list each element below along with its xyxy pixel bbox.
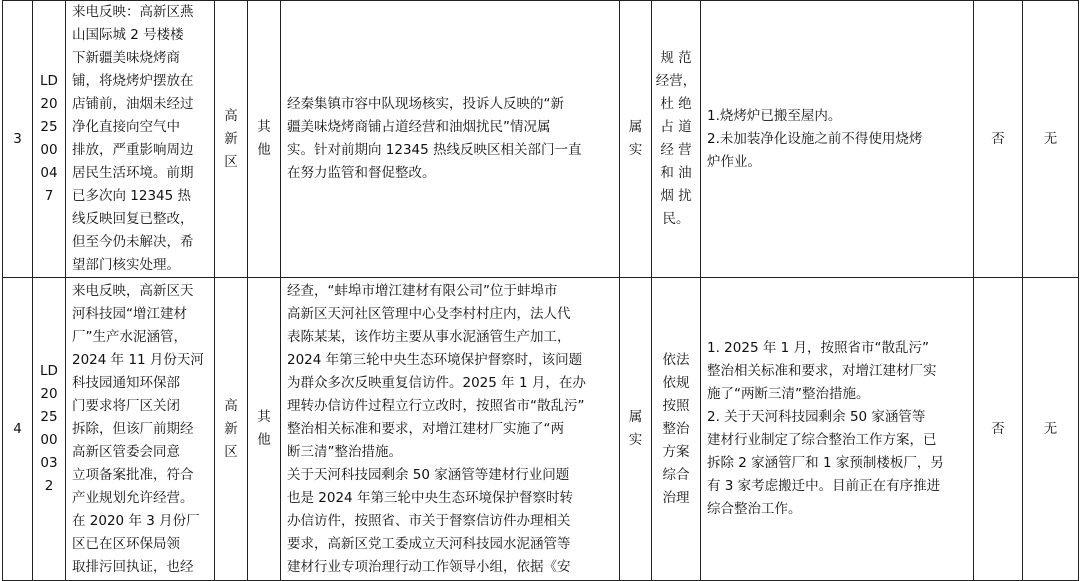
result-cell-line: 2.未加装净化设施之前不得使用烧烤 [707, 130, 923, 147]
content-cell-line: 立项备案批准，符合 [72, 466, 194, 483]
district-cell-line: 高 [224, 397, 238, 414]
measure-cell-line: 规 范 [660, 50, 692, 66]
measure-cell-line: 依规 [662, 374, 690, 391]
measure-cell-line: 方案 [662, 443, 690, 460]
result-cell-line: 拆除 2 家涵管厂和 1 家预制楼板厂，另 [707, 455, 944, 471]
measure-cell-line: 民。 [662, 211, 690, 227]
category-cell-line: 他 [257, 432, 271, 448]
measure-cell-line: 经营， [655, 73, 697, 89]
result-cell-line: 建材行业制定了综合整治工作方案，已 [707, 432, 937, 448]
content-cell-line: 区已在区环保局领 [72, 535, 180, 552]
content-cell-line: 科技园通知环保部 [72, 374, 180, 391]
id-cell-line: 03 [40, 455, 58, 471]
verification-cell-line: 建材行业专项治理行动工作领导小组，依据《安 [287, 558, 571, 575]
verification-cell-line: 要求，高新区党工委成立天河科技园水泥涵管等 [287, 535, 571, 552]
measure-cell-line: 和 油 [660, 165, 692, 181]
district-cell-line: 新 [224, 130, 238, 147]
content-cell-line: 来电反映：高新区燕 [72, 4, 194, 20]
measure-cell-line: 占 道 [660, 119, 692, 135]
result-cell-line: 1.烧烤炉已搬至屋内。 [707, 107, 842, 124]
result-cell-line: 有 3 家考虑搬迁中。目前正在有序推进 [707, 478, 941, 494]
content-cell-line: 来电反映，高新区天 [72, 282, 194, 299]
accountability-cell: 否 [974, 1, 1023, 278]
verdict-cell-line: 属 [628, 119, 643, 135]
content-cell-line: 店铺前，油烟未经过 [72, 96, 194, 112]
content-cell-line: 河科技园“增江建材 [72, 305, 187, 322]
verification-cell-line: 表陈某某，该作坊主要从事水泥涵管生产加工， [287, 328, 571, 345]
id-cell-line: 04 [40, 165, 58, 181]
category-cell-line: 其 [257, 119, 271, 135]
content-cell-line: 净化直接向空气中 [72, 119, 180, 135]
verification-cell-line: 为群众多次反映重复信访件。2025 年 1 月，在办 [287, 374, 586, 391]
verification-cell-line: 整治相关标准和要求，对增江建材厂实施了“两 [287, 420, 564, 437]
content-cell-line: 取排污回执证，也经 [72, 558, 194, 575]
content-cell-line: 已多次向 12345 热 [72, 188, 192, 204]
category-cell [248, 1, 281, 278]
verdict-cell [620, 1, 652, 278]
content-cell-line: 排放，严重影响周边 [72, 142, 194, 158]
complaint-table [2, 0, 1079, 581]
id-cell-line: LD [40, 363, 58, 379]
content-cell-line: 线反映回复已整改， [72, 211, 194, 227]
content-cell [66, 278, 215, 581]
accountability-cell: 否 [974, 278, 1023, 581]
district-cell-line: 高 [224, 107, 238, 124]
content-cell [66, 1, 215, 278]
verification-cell-line: 断三清”整治措施。 [287, 443, 402, 460]
content-cell-line: 但至今仍未解决，希 [72, 234, 194, 250]
content-cell-line: 高新区管委会同意 [72, 443, 180, 460]
verification-cell-line: 2024 年第三轮中央生态环境保护督察时，该问题 [287, 351, 583, 368]
result-cell [701, 1, 974, 278]
measure-cell-line: 按照 [662, 397, 690, 414]
content-cell-line: 望部门核实处理。 [72, 257, 180, 273]
verification-cell-line: 经查，“蚌埠市增江建材有限公司”位于蚌埠市 [287, 282, 558, 299]
verification-cell-line: 经秦集镇市容中队现场核实，投诉人反映的“新 [287, 96, 564, 112]
district-cell-line: 区 [224, 153, 238, 170]
verification-cell-line: 理转办信访件过程立行立改时，按照省市“散乱污” [287, 397, 585, 414]
id-cell [33, 278, 66, 581]
category-cell [248, 278, 281, 581]
verdict-cell-line: 实 [628, 432, 643, 448]
verification-cell-line: 也是 2024 年第三轮中央生态环境保护督察时转 [287, 489, 573, 506]
table-row [3, 1, 1079, 278]
result-cell-line: 炉作业。 [707, 153, 761, 170]
measure-cell-line: 经 营 [660, 142, 692, 158]
id-cell-line: 25 [40, 409, 58, 425]
id-cell [33, 1, 66, 278]
district-cell-line: 区 [224, 443, 238, 460]
content-cell-line: 山国际城 2 号楼楼 [72, 27, 184, 43]
id-cell-line: 2 [44, 478, 54, 494]
id-cell-line: 25 [40, 119, 58, 135]
measure-cell-line: 治理 [662, 489, 690, 506]
result-cell-line: 整治相关标准和要求，对增江建材厂实 [707, 363, 937, 379]
verdict-cell-line: 属 [628, 409, 643, 425]
content-cell-line: 在 2020 年 3 月份厂 [72, 512, 200, 529]
verification-cell-line: 高新区天河社区管理中心殳李村村庄内，法人代 [287, 305, 571, 322]
verification-cell-line: 实。针对前期向 12345 热线反映区相关部门一直 [287, 142, 582, 158]
id-cell-line: 20 [40, 386, 58, 402]
content-cell-line: 居民生活环境。前期 [72, 165, 194, 181]
verification-cell-line: 疆美味烧烤商铺占道经营和油烟扰民”情况属 [287, 119, 551, 135]
seq-cell: 4 [3, 278, 33, 581]
measure-cell-line: 烟 扰 [660, 188, 692, 204]
verification-cell [281, 1, 620, 278]
seq-cell: 3 [3, 1, 33, 278]
category-cell-line: 他 [257, 142, 271, 158]
measure-cell-line: 综合 [662, 466, 690, 483]
id-cell-line: 00 [40, 142, 58, 158]
district-cell-line: 新 [224, 420, 238, 437]
verdict-cell-line: 实 [628, 142, 643, 158]
id-cell-line: LD [40, 73, 58, 89]
id-cell-line: 7 [44, 188, 54, 204]
measure-cell-line: 整治 [662, 420, 690, 437]
note-cell: 无 [1023, 1, 1079, 278]
content-cell-line: 门要求将厂区关闭 [72, 397, 180, 414]
verification-cell-line: 办信访件，按照省、市关于督察信访件办理相关 [287, 512, 571, 529]
measure-cell-line: 依法 [662, 351, 690, 368]
content-cell-line: 厂”生产水泥涵管， [72, 328, 187, 345]
result-cell-line: 施了“两断三清”整治措施。 [707, 386, 870, 402]
result-cell [701, 278, 974, 581]
content-cell-line: 产业规划允许经营。 [72, 489, 194, 506]
measure-cell [652, 278, 701, 581]
verification-cell [281, 278, 620, 581]
measure-cell [652, 1, 701, 278]
id-cell-line: 00 [40, 432, 58, 448]
content-cell-line: 2024 年 11 月份天河 [72, 351, 204, 368]
note-cell: 无 [1023, 278, 1079, 581]
result-cell-line: 综合整治工作。 [707, 501, 802, 517]
measure-cell-line: 杜 绝 [660, 96, 692, 112]
verification-cell-line: 关于天河科技园剩余 50 家涵管等建材行业问题 [287, 466, 570, 483]
result-cell-line: 1. 2025 年 1 月，按照省市“散乱污” [707, 340, 929, 356]
district-cell [215, 1, 248, 278]
category-cell-line: 其 [257, 409, 271, 425]
content-cell-line: 拆除，但该厂前期经 [72, 420, 194, 437]
content-cell-line: 铺，将烧烤炉摆放在 [72, 73, 194, 89]
result-cell-line: 2. 关于天河科技园剩余 50 家涵管等 [707, 409, 926, 425]
verification-cell-line: 在努力监管和督促整改。 [287, 165, 436, 181]
district-cell [215, 278, 248, 581]
content-cell-line: 下新疆美味烧烤商 [72, 50, 180, 66]
verdict-cell [620, 278, 652, 581]
table-row [3, 278, 1079, 581]
id-cell-line: 20 [40, 96, 58, 112]
